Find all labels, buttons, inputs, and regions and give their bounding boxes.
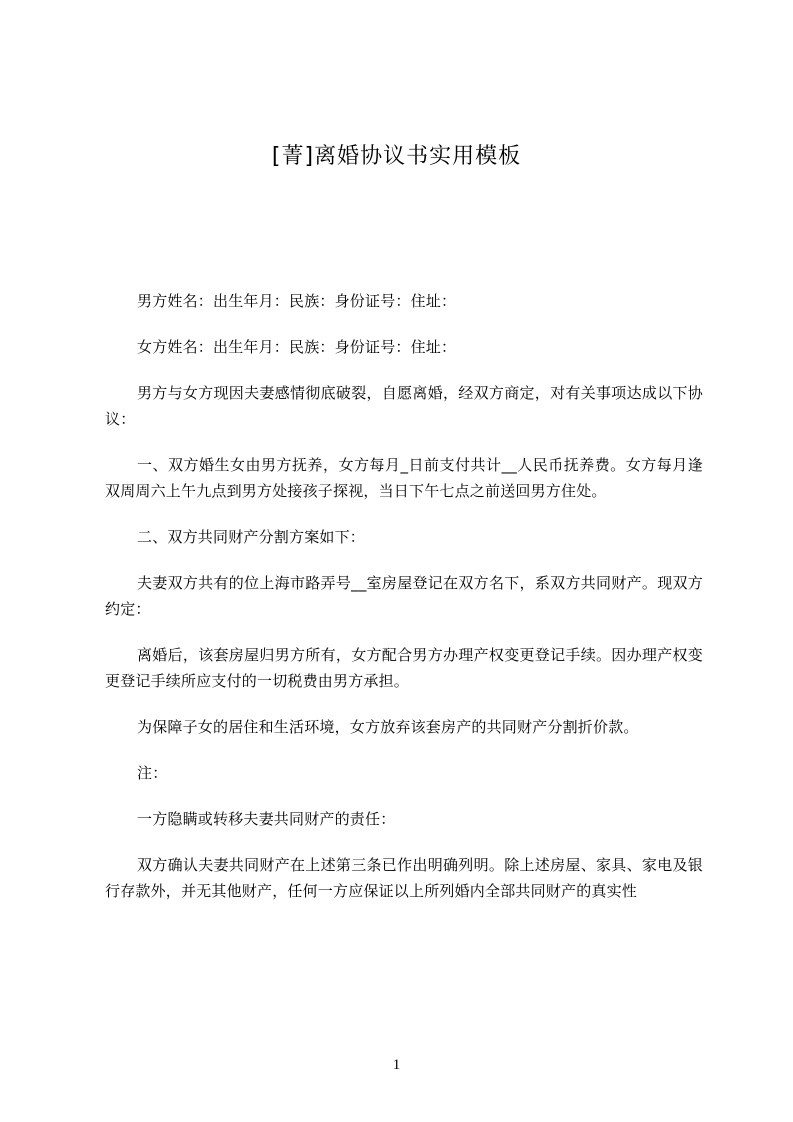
paragraph-note: 注： — [137, 764, 168, 782]
paragraph-intro: 男方与女方现因夫妻感情彻底破裂，自愿离婚，经双方商定，对有关事项达成以下协议： — [105, 384, 703, 428]
paragraph-liability-heading: 一方隐瞒或转移夫妻共同财产的责任： — [137, 810, 396, 828]
page-number: 1 — [392, 1057, 401, 1073]
paragraph-clause-2: 二、双方共同财产分割方案如下： — [137, 528, 366, 546]
paragraph-house-ownership: 离婚后，该套房屋归男方所有，女方配合男方办理产权变更登记手续。因办理产权变更登记手续所应支付的一切税费由男方承担。 — [105, 646, 703, 690]
paragraph-male-info: 男方姓名：出生年月：民族：身份证号：住址： — [137, 292, 457, 310]
document-title: [菁]离婚协议书实用模板 — [271, 144, 522, 169]
paragraph-waiver: 为保障子女的居住和生活环境，女方放弃该套房产的共同财产分割折价款。 — [137, 718, 639, 736]
paragraph-property: 夫妻双方共有的位上海市路弄号__室房屋登记在双方名下，系双方共同财产。现双方约定： — [105, 574, 703, 618]
document-body — [105, 288, 703, 924]
paragraph-liability-body: 双方确认夫妻共同财产在上述第三条已作出明确列明。除上述房屋、家具、家电及银行存款外，并无其他财产，任何一方应保证以上所列婚内全部共同财产的真实性 — [105, 856, 703, 900]
paragraph-clause-1: 一、双方婚生女由男方抚养，女方每月_日前支付共计__人民币抚养费。女方每月逢双周周六上午九点到男方处接孩子探视，当日下午七点之前送回男方住处。 — [105, 456, 703, 500]
paragraph-female-info: 女方姓名：出生年月：民族：身份证号：住址： — [137, 338, 457, 356]
